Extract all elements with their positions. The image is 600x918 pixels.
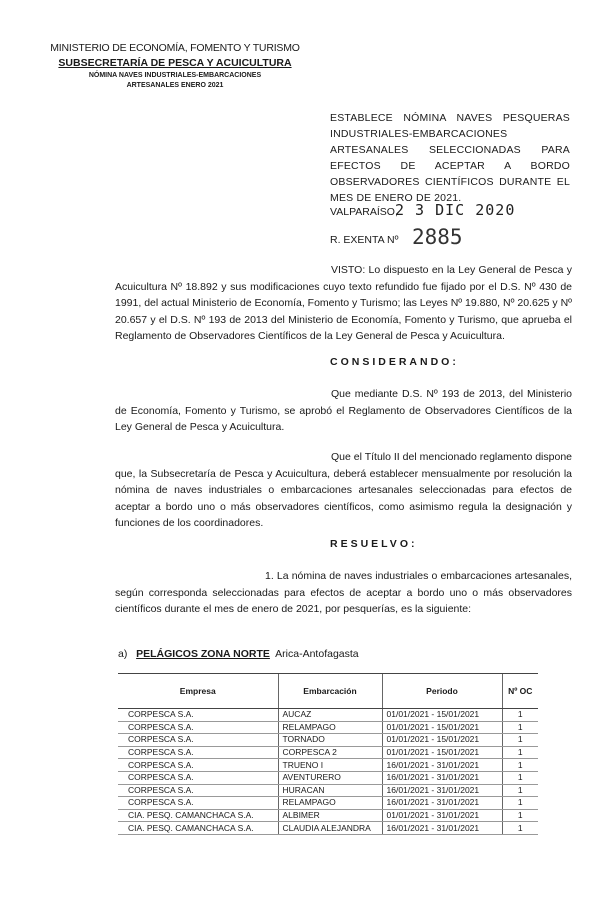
section-heading [118,648,359,660]
cell-empresa: CORPESCA S.A. [118,771,278,784]
table-row [118,746,538,759]
considerando-paragraph-1: Que mediante D.S. Nº 193 de 2013, del Ministerio de Economía, Fomento y Turismo, se aprobó el Reglamento de Observadores Científicos de la Ley General de Pesca y Acuicultura. [115,388,572,433]
table-header-row [118,674,538,709]
table-row [118,784,538,797]
cell-oc: 1 [502,784,538,797]
table-row [118,771,538,784]
cell-oc: 1 [502,746,538,759]
table-row [118,721,538,734]
cell-oc: 1 [502,822,538,835]
table-row [118,797,538,810]
cell-embarcacion: CLAUDIA ALEJANDRA [278,822,382,835]
considerando-paragraph-2: Que el Título II del mencionado reglamento dispone que, la Subsecretaría de Pesca y Acuicultura, deberá establecer mensualmente por resolución la nómina de naves industriales o embarcaciones artesanales seleccionadas para efectos de aceptar a bordo uno o más observadores científicos, como asimismo regula la designación y funciones de los coordinadores. [115,451,572,529]
cell-embarcacion: TRUENO I [278,759,382,772]
table-row [118,809,538,822]
table-row [118,759,538,772]
cell-oc: 1 [502,709,538,722]
cell-periodo: 16/01/2021 - 31/01/2021 [382,759,502,772]
header-subtitle-line1: NÓMINA NAVES INDUSTRIALES-EMBARCACIONES [88,72,262,79]
col-header-periodo: Periodo [382,674,502,709]
cell-empresa: CORPESCA S.A. [118,759,278,772]
vessel-table [118,673,538,835]
date-stamp: 2 3 DIC 2020 [395,201,516,219]
table-row [118,822,538,835]
cell-embarcacion: RELAMPAGO [278,721,382,734]
section-letter: a) [118,648,128,660]
section-region: Arica-Antofagasta [275,648,359,660]
cell-oc: 1 [502,797,538,810]
cell-empresa: CORPESCA S.A. [118,734,278,747]
exenta-label: R. EXENTA Nº [330,234,399,246]
col-header-oc: Nº OC [502,674,538,709]
cell-periodo: 01/01/2021 - 15/01/2021 [382,709,502,722]
considerando-heading: CONSIDERANDO: [330,356,459,368]
table-row [118,734,538,747]
exenta-number: 2885 [412,225,463,249]
cell-periodo: 16/01/2021 - 31/01/2021 [382,822,502,835]
cell-periodo: 01/01/2021 - 31/01/2021 [382,809,502,822]
subsecretaria-name: SUBSECRETARÍA DE PESCA Y ACUICULTURA [58,57,292,69]
cell-oc: 1 [502,809,538,822]
cell-periodo: 16/01/2021 - 31/01/2021 [382,784,502,797]
header-subtitle-line2: ARTESANALES ENERO 2021 [126,82,224,89]
resuelvo-heading: RESUELVO: [330,538,418,550]
cell-empresa: CORPESCA S.A. [118,721,278,734]
place-label: VALPARAÍSO, [330,206,398,218]
cell-oc: 1 [502,721,538,734]
section-title: PELÁGICOS ZONA NORTE [136,648,270,660]
cell-embarcacion: ALBIMER [278,809,382,822]
table-body [118,709,538,835]
table-row [118,709,538,722]
cell-empresa: CORPESCA S.A. [118,784,278,797]
cell-periodo: 01/01/2021 - 15/01/2021 [382,721,502,734]
cell-embarcacion: AUCAZ [278,709,382,722]
cell-periodo: 16/01/2021 - 31/01/2021 [382,797,502,810]
col-header-empresa: Empresa [118,674,278,709]
resolution-subject: ESTABLECE NÓMINA NAVES PESQUERAS INDUSTRIALES-EMBARCACIONES ARTESANALES SELECCIONADAS PARA EFECTOS DE ACEPTAR A BORDO OBSERVADORES CIENTÍFICOS DURANTE EL MES DE ENERO DE 2021. [330,112,570,204]
cell-periodo: 01/01/2021 - 15/01/2021 [382,746,502,759]
cell-embarcacion: CORPESCA 2 [278,746,382,759]
cell-empresa: CORPESCA S.A. [118,709,278,722]
resuelvo-paragraph-1: 1. La nómina de naves industriales o embarcaciones artesanales, según corresponda seleccionadas para efectos de aceptar a bordo uno o más observadores científicos durante el mes de enero de 2021, por pesquerías, es la siguiente: [115,570,572,615]
cell-embarcacion: AVENTURERO [278,771,382,784]
col-header-embarcacion: Embarcación [278,674,382,709]
cell-empresa: CORPESCA S.A. [118,746,278,759]
ministry-name: MINISTERIO DE ECONOMÍA, FOMENTO Y TURISMO [50,42,300,54]
visto-paragraph: VISTO: Lo dispuesto en la Ley General de Pesca y Acuicultura Nº 18.892 y sus modificaciones cuyo texto refundido fue fijado por el D.S. Nº 430 de 1991, del actual Ministerio de Economía, Fomento y Turismo; las Leyes Nº 19.880, Nº 20.625 y Nº 20.657 y el D.S. Nº 193 de 2013 del Ministerio de Economía, Fomento y Turismo, que aprueba el Reglamento de Observadores Científicos de la Ley General de Pesca y Acuicultura. [115,264,572,342]
cell-empresa: CIA. PESQ. CAMANCHACA S.A. [118,822,278,835]
cell-periodo: 01/01/2021 - 15/01/2021 [382,734,502,747]
cell-embarcacion: TORNADO [278,734,382,747]
cell-oc: 1 [502,771,538,784]
cell-embarcacion: RELAMPAGO [278,797,382,810]
cell-empresa: CORPESCA S.A. [118,797,278,810]
cell-periodo: 16/01/2021 - 31/01/2021 [382,771,502,784]
cell-oc: 1 [502,734,538,747]
cell-embarcacion: HURACAN [278,784,382,797]
cell-empresa: CIA. PESQ. CAMANCHACA S.A. [118,809,278,822]
cell-oc: 1 [502,759,538,772]
